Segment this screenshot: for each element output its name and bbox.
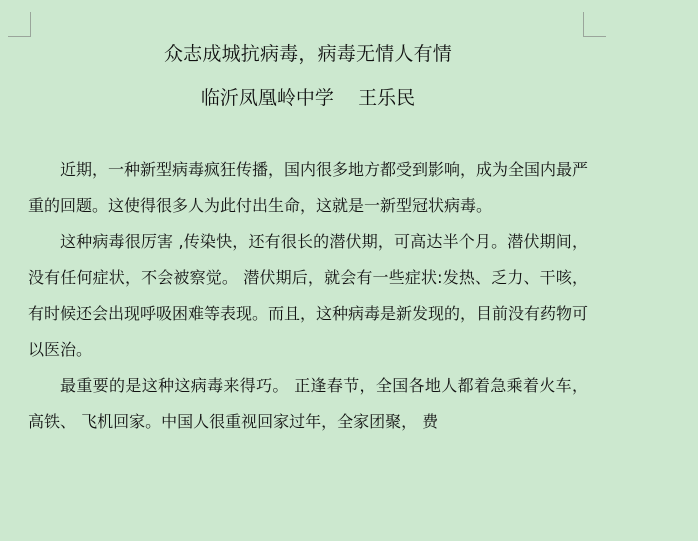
paragraph-2: 这种病毒很厉害 ,传染快，还有很长的潜伏期，可高达半个月。潜伏期间，没有任何症状，不会被察觉。 潜伏期后，就会有一些症状:发热、乏力、干咳，有时候还会出现呼吸困难等表现。而且，这种病毒是新发现的，目前没有药物可以医治。 (28, 232, 589, 359)
paragraph-3: 最重要的是这种这病毒来得巧。 正逢春节，全国各地人都着急乘着火车，高铁、 飞机回家。中国人很重视回家过年，全家团聚， 费 (28, 376, 588, 431)
document-title: 众志成城抗病毒，病毒无情人有情 (163, 43, 452, 65)
author-line: 临沂凤凰岭中学 王乐民 (200, 87, 416, 109)
paragraph-1: 近期，一种新型病毒疯狂传播，国内很多地方都受到影响，成为全国内最严重的回题。这使得很多人为此付出生命，这就是一新型冠状病毒。 (28, 160, 589, 215)
margin-corner-mark-top-left (8, 12, 31, 37)
document-content (28, 40, 588, 440)
margin-corner-mark-top-right (583, 12, 606, 37)
document-body (28, 152, 588, 440)
